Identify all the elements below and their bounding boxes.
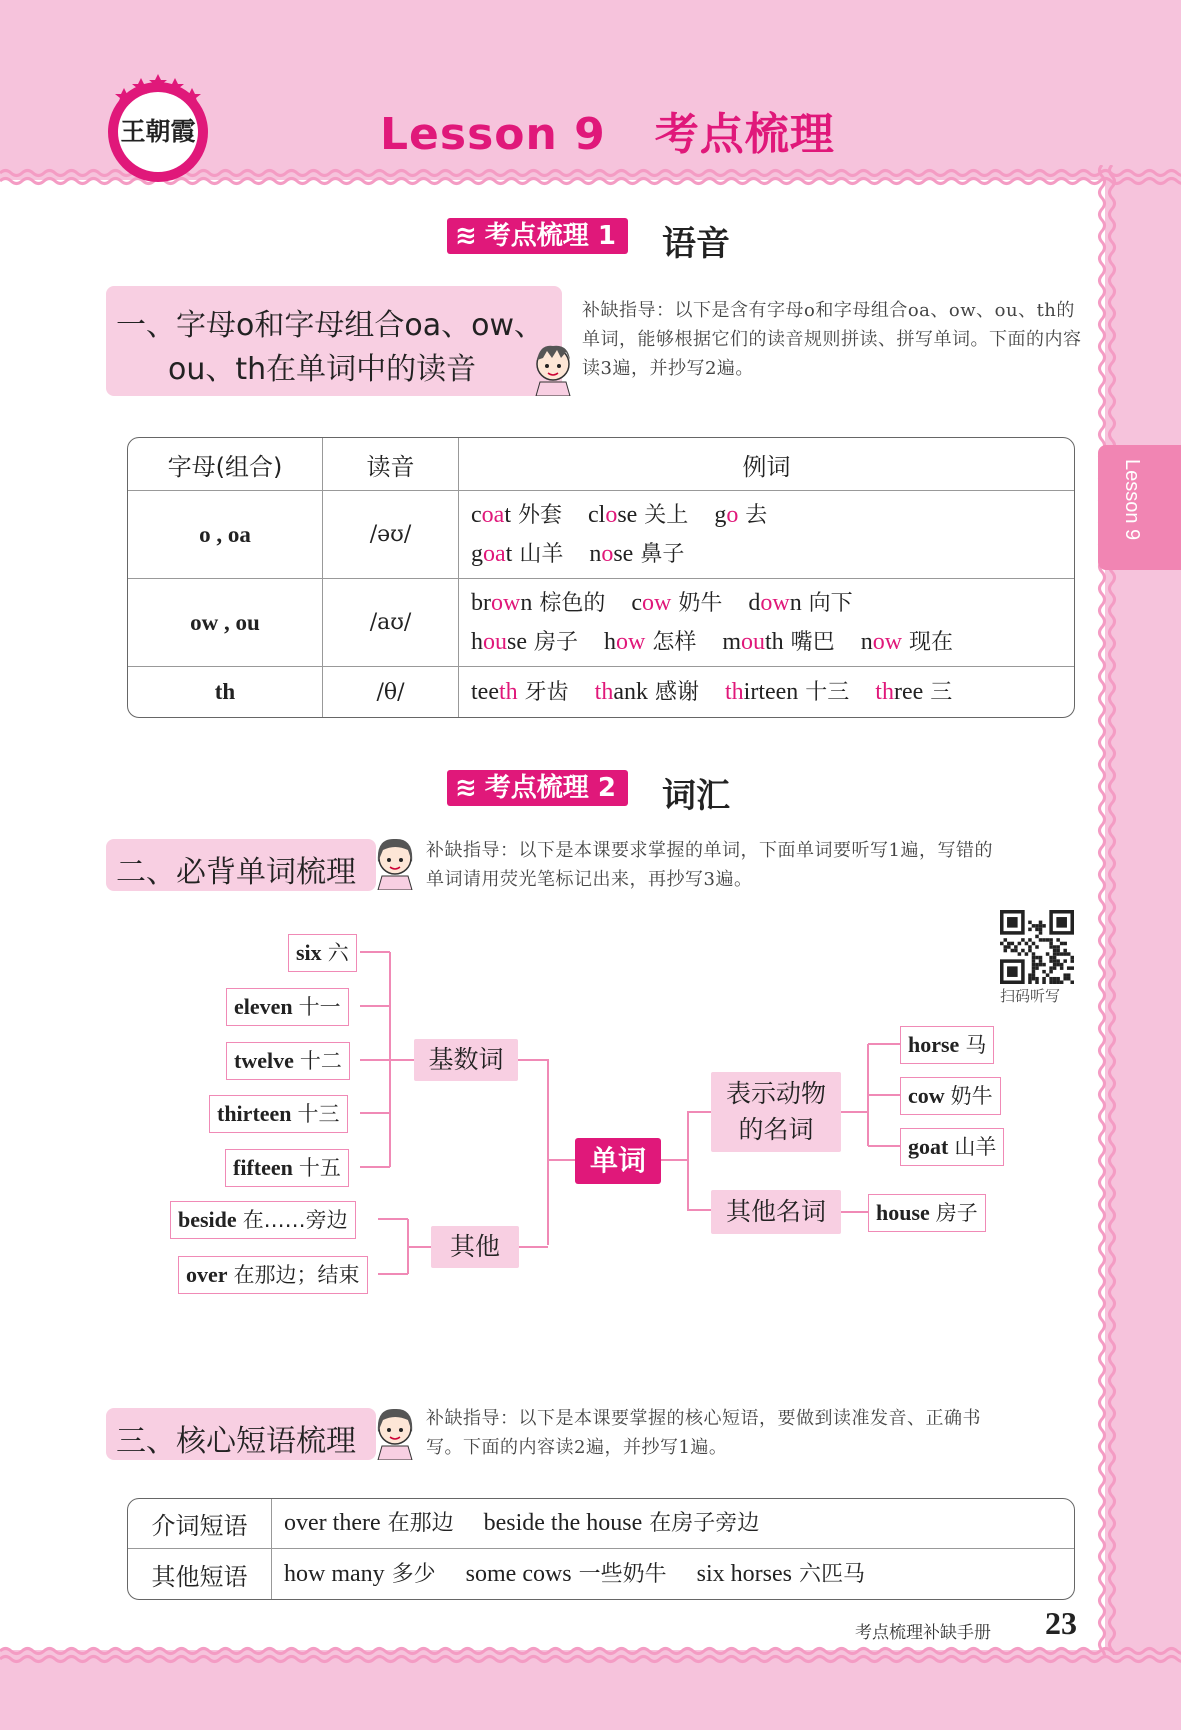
wave-lines-icon: ≋ (455, 221, 477, 251)
letters-cell: th (128, 667, 323, 717)
word-card-over (178, 1256, 368, 1294)
word-card-house (868, 1194, 986, 1232)
word-zh: 在那边；结束 (233, 1263, 360, 1287)
table-header-letters: 字母(组合) (128, 438, 323, 491)
table-row (128, 491, 1074, 579)
example-word: how 怎样 (604, 628, 697, 655)
phrase-item: beside the house 在房子旁边 (483, 1510, 760, 1536)
section3-note-line1: 补缺指导：以下是本课要掌握的核心短语，要做到读准发音、正确书 (426, 1408, 981, 1429)
phrase-item: six horses 六匹马 (696, 1560, 865, 1587)
wavy-border-right (1090, 165, 1126, 1655)
mindmap-center: 单词 (575, 1138, 661, 1184)
word-en: twelve (234, 1048, 294, 1073)
phrase-category: 其他短语 (128, 1549, 272, 1599)
section1-note: 补缺指导：以下是含有字母o和字母组合oa、ow、ou、th的单词，能够根据它们的读音规则拼读、拼写单词。下面的内容读3遍，并抄写2遍。 (582, 300, 1082, 379)
word-card-cow (900, 1077, 1001, 1115)
word-en: eleven (234, 994, 293, 1019)
sound-cell: /aʊ/ (323, 579, 459, 667)
letters-cell: ow , ou (128, 579, 323, 667)
section2-subheading (106, 839, 376, 891)
girl-cartoon-icon (370, 832, 420, 890)
word-en: thirteen (217, 1101, 292, 1126)
word-zh: 奶牛 (950, 1084, 993, 1108)
example-word: go 去 (714, 501, 768, 528)
section2-subheading-label: 二、必背单词梳理 (116, 855, 356, 890)
phrase-item: some cows 一些奶牛 (465, 1560, 667, 1587)
word-card-twelve (226, 1042, 350, 1080)
page-title: Lesson 9 考点梳理 (380, 109, 835, 160)
section2-title: 词汇 (662, 776, 730, 816)
table-header-sound: 读音 (323, 438, 459, 491)
example-line (471, 584, 1073, 623)
footer-text: 考点梳理补缺手册 (855, 1623, 991, 1643)
word-card-eleven (226, 988, 349, 1026)
word-zh: 十五 (298, 1156, 341, 1180)
example-word: close 关上 (587, 501, 689, 528)
phonics-table (127, 437, 1075, 718)
word-en: six (296, 940, 322, 965)
section1-badge-label: 考点梳理 1 (484, 221, 616, 251)
example-word: thirteen 十三 (724, 678, 850, 705)
example-word: mouth 嘴巴 (722, 628, 835, 655)
page-number: 23 (1045, 1605, 1077, 1641)
category-animals (711, 1072, 841, 1152)
example-word: thank 感谢 (594, 678, 699, 705)
publisher-logo (104, 70, 212, 185)
example-word: down 向下 (748, 589, 853, 616)
section3-subheading (106, 1408, 376, 1460)
section2-badge (447, 770, 628, 806)
word-card-thirteen (209, 1095, 348, 1133)
examples-cell (459, 667, 1074, 717)
phrase-items (272, 1549, 1074, 1599)
word-en: goat (908, 1134, 949, 1159)
example-line (471, 623, 1073, 662)
wavy-border-bottom (0, 1640, 1181, 1670)
example-line (471, 673, 1073, 712)
example-word: house 房子 (471, 628, 578, 655)
section3-subheading-label: 三、核心短语梳理 (116, 1424, 356, 1459)
section1-subheading-line1: 一、字母o和字母组合oa、ow、 (116, 308, 544, 343)
word-en: beside (178, 1207, 237, 1232)
example-word: three 三 (875, 678, 953, 705)
category-cardinal: 基数词 (414, 1039, 518, 1081)
section1-badge (447, 218, 628, 254)
example-word: brown 棕色的 (471, 589, 606, 616)
word-zh: 房子 (935, 1201, 978, 1225)
table-header-examples: 例词 (459, 438, 1074, 491)
word-zh: 十二 (299, 1049, 342, 1073)
letters-cell: o , oa (128, 491, 323, 579)
qr-label: 扫码听写 (1000, 987, 1061, 1005)
word-en: house (876, 1200, 930, 1225)
word-zh: 马 (965, 1033, 987, 1057)
example-word: nose 鼻子 (589, 540, 685, 567)
section2-note-line1: 补缺指导：以下是本课要求掌握的单词，下面单词要听写1遍，写错的 (426, 840, 993, 861)
phrases-table (127, 1498, 1075, 1600)
section2-badge-label: 考点梳理 2 (484, 773, 616, 803)
examples-cell (459, 579, 1074, 667)
word-card-six (288, 934, 357, 972)
phrase-items (272, 1499, 1074, 1549)
table-row (128, 1499, 1074, 1549)
table-row (128, 579, 1074, 667)
section1-subheading (106, 286, 562, 396)
section1-subheading-line2: ou、th在单词中的读音 (168, 352, 477, 387)
category-animals-line1: 表示动物 (725, 1079, 826, 1108)
sound-cell: /θ/ (323, 667, 459, 717)
word-zh: 十三 (297, 1102, 340, 1126)
table-row (128, 1549, 1074, 1599)
section1-title: 语音 (662, 224, 730, 264)
wave-lines-icon: ≋ (455, 773, 477, 803)
phrase-item: how many 多少 (284, 1560, 436, 1587)
category-animals-line2: 的名词 (738, 1115, 814, 1144)
word-card-beside (170, 1201, 356, 1239)
example-word: cow 奶牛 (631, 589, 723, 616)
table-row (128, 667, 1074, 717)
phrase-item: over there 在那边 (284, 1510, 454, 1536)
word-zh: 山羊 (954, 1135, 997, 1159)
boy-cartoon-icon (528, 338, 578, 396)
word-en: horse (908, 1032, 960, 1057)
example-word: coat 外套 (471, 501, 562, 528)
word-en: over (186, 1262, 228, 1287)
category-other: 其他 (431, 1226, 519, 1268)
word-card-fifteen (225, 1149, 349, 1187)
word-zh: 在……旁边 (242, 1208, 348, 1232)
example-word: teeth 牙齿 (471, 678, 569, 705)
word-en: fifteen (233, 1155, 293, 1180)
side-tab-lesson (1098, 445, 1181, 570)
girl-cartoon-icon (370, 1402, 420, 1460)
category-other-nouns: 其他名词 (711, 1190, 841, 1234)
phrase-category: 介词短语 (128, 1499, 272, 1549)
example-word: now 现在 (860, 628, 954, 655)
qr-code-icon (1000, 910, 1074, 984)
word-card-horse (900, 1026, 994, 1064)
word-en: cow (908, 1083, 945, 1108)
word-zh: 六 (327, 941, 349, 965)
example-line (471, 496, 1073, 535)
word-zh: 十一 (298, 995, 341, 1019)
logo-text: 王朝霞 (120, 117, 196, 146)
section3-note-line2: 写。下面的内容读2遍，并抄写1遍。 (426, 1437, 728, 1458)
side-tab-label: Lesson 9 (1121, 459, 1143, 541)
examples-cell (459, 491, 1074, 579)
word-card-goat (900, 1128, 1004, 1166)
example-line (471, 535, 1073, 574)
sound-cell: /əʊ/ (323, 491, 459, 579)
section2-note-line2: 单词请用荧光笔标记出来，再抄写3遍。 (426, 869, 753, 890)
example-word: goat 山羊 (471, 540, 564, 567)
